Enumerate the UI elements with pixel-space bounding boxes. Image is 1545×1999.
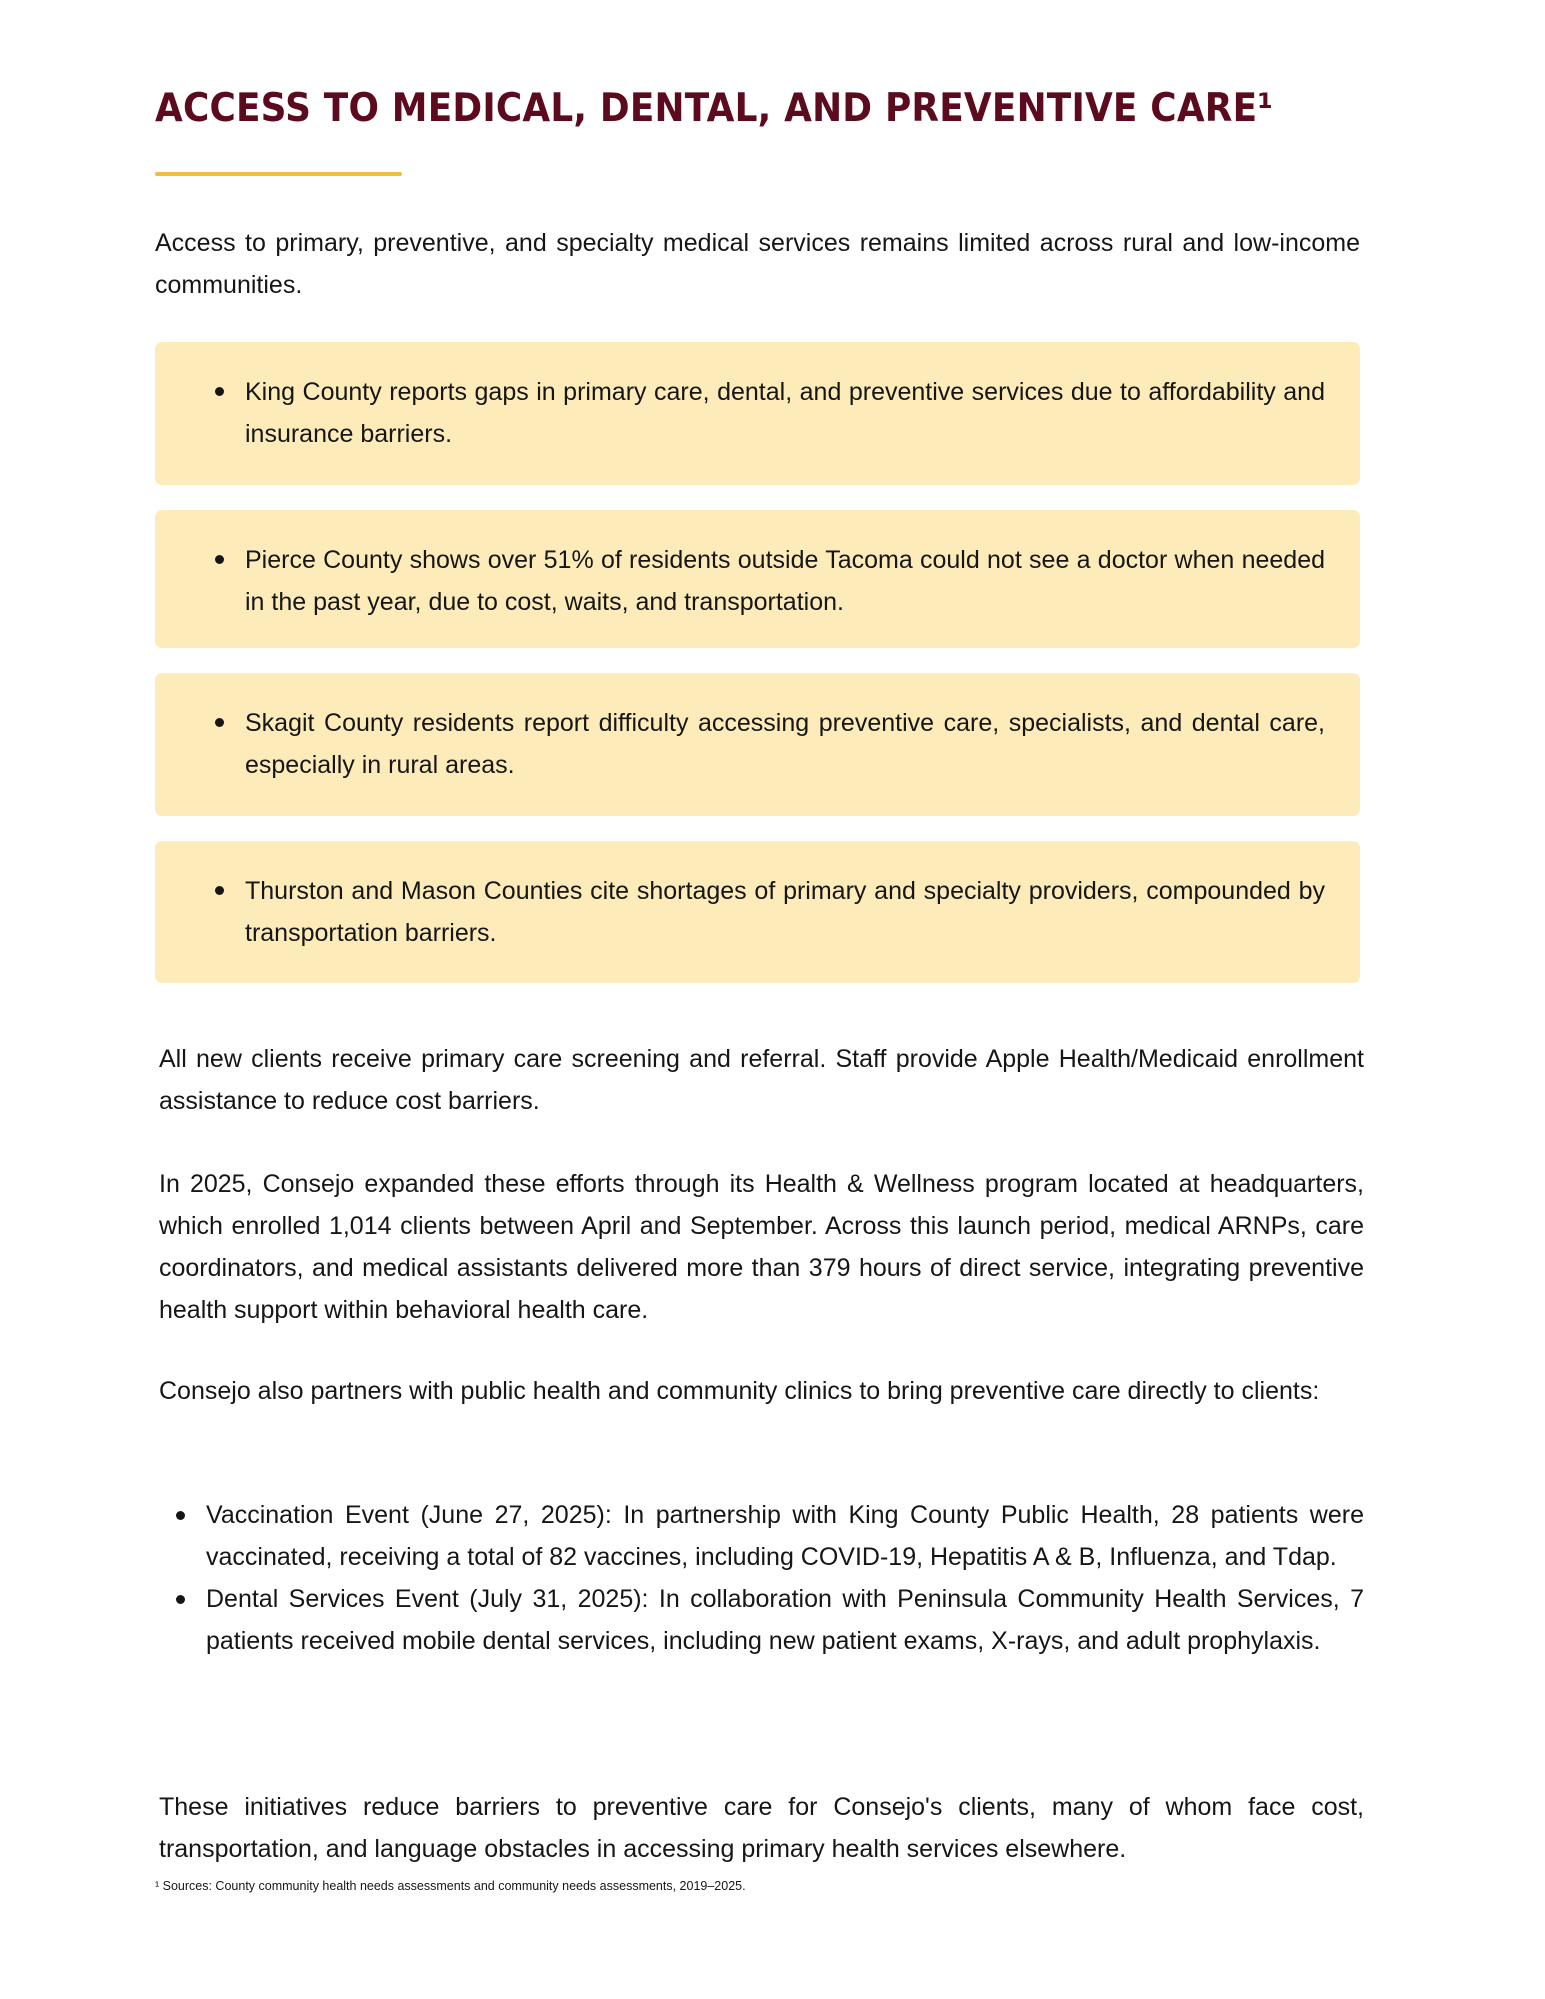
callout-king-county [155,342,1360,485]
bullet-icon [215,555,224,564]
accent-divider [155,172,402,176]
footnote-marker: ¹ [1257,86,1274,131]
callout-text: King County reports gaps in primary care, dental, and preventive services due to affordability and insurance barriers. [245,378,1325,448]
event-text: Dental Services Event (July 31, 2025): In collaboration with Peninsula Community Health Services, 7 patients received mobile dental services, including new patient exams, X-rays, and adult prophylaxis. [206,1585,1364,1655]
events-list [159,1494,1364,1662]
callout-pierce-county [155,510,1360,648]
screening-paragraph: All new clients receive primary care screening and referral. Staff provide Apple Health/Medicaid enrollment assistance to reduce cost barriers. [159,1045,1364,1115]
health-wellness-paragraph: In 2025, Consejo expanded these efforts through its Health & Wellness program located at headquarters, which enrolled 1,014 clients between April and September. Across this launch period, medical ARNPs, care coordinators, and medical assistants delivered more than 379 hours of direct service, integrating preventive health support within behavioral health care. [159,1170,1364,1324]
list-item-dental-event [159,1578,1364,1662]
closing-paragraph: These initiatives reduce barriers to preventive care for Consejo's clients, many of whom face cost, transportation, and language obstacles in accessing primary health services elsewhere. [159,1793,1364,1863]
bullet-icon [215,718,224,727]
bullet-icon [215,387,224,396]
bullet-icon [176,1595,185,1604]
bullet-icon [176,1511,185,1520]
callout-text: Thurston and Mason Counties cite shortages of primary and specialty providers, compounded by transportation barriers. [245,877,1325,947]
event-text: Vaccination Event (June 27, 2025): In partnership with King County Public Health, 28 patients were vaccinated, receiving a total of 82 vaccines, including COVID-19, Hepatitis A & B, Influenza, and Tdap. [206,1501,1364,1571]
intro-paragraph: Access to primary, preventive, and specialty medical services remains limited across rural and low-income communities. [155,229,1360,299]
callout-text: Skagit County residents report difficulty accessing preventive care, specialists, and dental care, especially in rural areas. [245,709,1325,779]
callout-skagit-county [155,673,1360,816]
callout-text: Pierce County shows over 51% of residents outside Tacoma could not see a doctor when needed in the past year, due to cost, waits, and transportation. [245,546,1325,616]
footnote: ¹ Sources: County community health needs assessments and community needs assessments, 2019–2025. [155,1879,746,1893]
page-title [155,86,1273,131]
page-title-text: ACCESS TO MEDICAL, DENTAL, AND PREVENTIVE CARE [155,86,1258,131]
list-item-vaccination-event [159,1494,1364,1578]
callout-thurston-mason-counties [155,841,1360,983]
partners-paragraph: Consejo also partners with public health and community clinics to bring preventive care directly to clients: [159,1377,1320,1405]
bullet-icon [215,886,224,895]
